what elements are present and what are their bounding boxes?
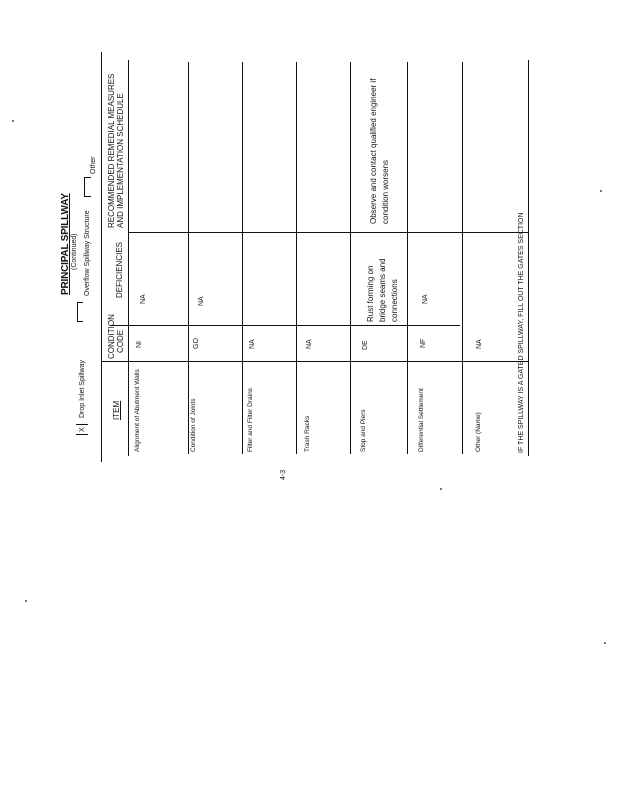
- table-bottom-border: [528, 60, 529, 456]
- overflow-spillway-checkbox[interactable]: [77, 302, 83, 322]
- column-header-deficiencies: DEFICIENCIES: [115, 241, 124, 298]
- continued-label: (Continued): [71, 233, 78, 270]
- row-code-filter: NA: [249, 339, 256, 349]
- drop-inlet-check-mark: X: [79, 427, 86, 432]
- row-item-alignment: Alignment of Abutment Walls: [134, 369, 141, 452]
- row-item-trash-racks: Trash Racks: [304, 415, 311, 452]
- gates-section-note: IF THE SPILLWAY IS A GATED SPILLWAY, FILL OUT THE GATES SECTION: [518, 212, 525, 453]
- scan-speck: [440, 488, 442, 490]
- row-item-other: Other (Name): [475, 412, 482, 452]
- row-deficiency-stop-piers: Rust forming on bridge seams and connections: [366, 258, 399, 322]
- row-code-settlement: NF: [420, 338, 427, 348]
- column-header-condition-code: [107, 314, 125, 359]
- column-divider-code: [102, 361, 528, 362]
- page-title: PRINCIPAL SPILLWAY: [60, 193, 71, 295]
- row-divider-2: [242, 62, 243, 454]
- row-code-alignment: NI: [136, 341, 143, 348]
- row-code-joints: GO: [193, 338, 200, 349]
- row-deficiency-joints: NA: [198, 296, 205, 306]
- row-item-filter: Filter and Filter Drains: [247, 388, 254, 452]
- row-deficiency-alignment: NA: [140, 294, 147, 304]
- row-deficiency-settlement: NA: [422, 294, 429, 304]
- drop-inlet-label: Drop Inlet Spillway: [79, 360, 86, 418]
- page-number: 4-3: [280, 469, 287, 480]
- overflow-spillway-label: Overflow Spillway Structure: [84, 210, 91, 296]
- row-item-stop-piers: Stop and Piers: [360, 409, 367, 452]
- row-recommended-stop-piers: Observe and contact qualified engineer if condition worsens: [369, 78, 390, 224]
- column-header-recommended: [107, 74, 125, 228]
- recommended-line1: RECOMMENDED REMEDIAL MEASURES: [107, 73, 116, 228]
- scan-speck: [600, 190, 602, 192]
- scan-speck: [12, 120, 14, 122]
- table-top-border: [101, 52, 102, 462]
- row-divider-5: [407, 62, 408, 454]
- column-header-item: ITEM: [112, 400, 121, 420]
- row-divider-6: [462, 62, 463, 454]
- condition-code-line2: CODE: [116, 329, 125, 353]
- row-code-other: NA: [476, 339, 483, 349]
- row-item-joints: Condition of Joints: [190, 398, 197, 452]
- row-item-settlement: Differential Settlement: [418, 388, 425, 452]
- condition-code-line1: CONDITION: [107, 314, 116, 359]
- other-spillway-label: Other: [90, 156, 97, 174]
- scan-speck: [25, 600, 27, 602]
- row-divider-4: [350, 62, 351, 454]
- row-code-stop-piers: DE: [362, 340, 369, 350]
- scan-speck: [604, 642, 606, 644]
- row-divider-3: [296, 62, 297, 454]
- header-divider: [128, 60, 129, 456]
- row-divider-1: [188, 62, 189, 454]
- other-spillway-checkbox[interactable]: [84, 177, 91, 197]
- row-code-trash-racks: NA: [306, 339, 313, 349]
- recommended-line2: AND IMPLEMENTATION SCHEDULE: [116, 93, 125, 228]
